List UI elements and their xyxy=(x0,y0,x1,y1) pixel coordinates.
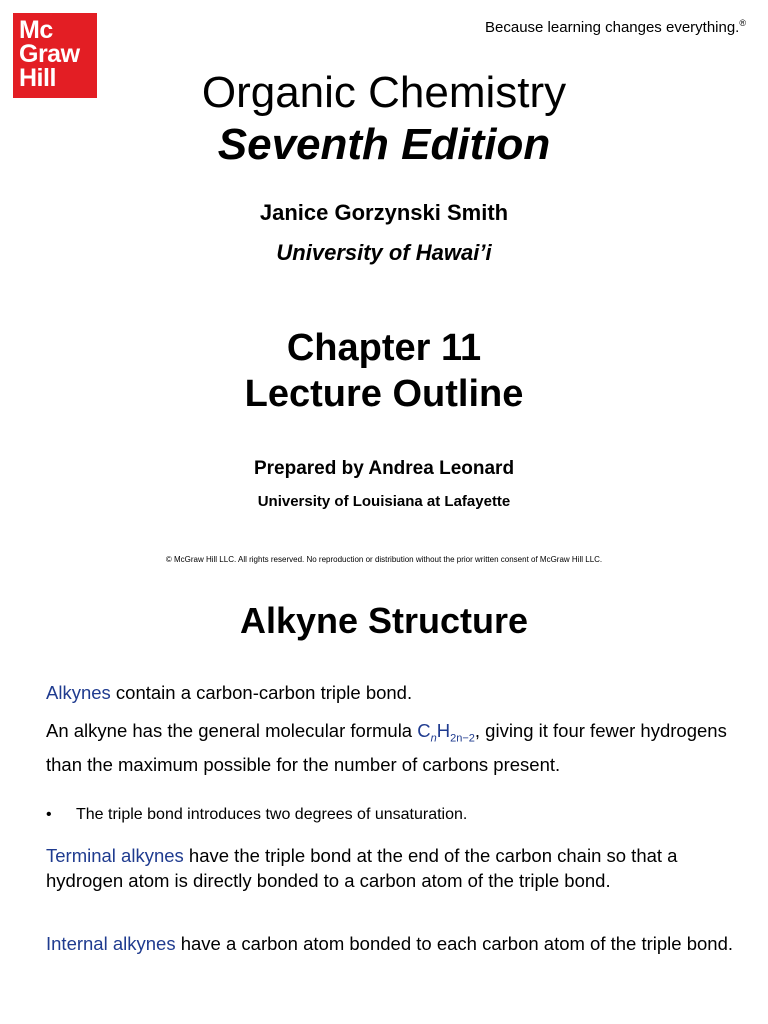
term-internal-alkynes: Internal alkynes xyxy=(46,933,176,954)
formula-subscript: 2n−2 xyxy=(450,732,475,745)
book-title: Organic Chemistry xyxy=(201,68,567,117)
bullet-symbol: • xyxy=(46,806,52,823)
prepared-by: Prepared by Andrea Leonard xyxy=(253,458,515,479)
formula-c: C xyxy=(417,720,431,741)
tagline-text: Because learning changes everything. xyxy=(485,19,740,36)
paragraph-terminal xyxy=(46,843,736,893)
paragraph-formula-text: , giving it four fewer hydrogens than the maximum possible for the number of carbons present. xyxy=(46,720,727,775)
chapter-heading xyxy=(0,325,768,417)
paragraph-alkynes xyxy=(46,680,736,705)
author-affiliation: University of Hawai’i xyxy=(276,240,492,265)
paragraph-internal-text: have a carbon atom bonded to each carbon atom of the triple bond. xyxy=(175,933,734,954)
paragraph-alkynes-text: contain a carbon-carbon triple bond. xyxy=(110,682,413,703)
formula-n: n xyxy=(430,732,437,745)
term-alkynes: Alkynes xyxy=(46,682,111,703)
paragraph-formula xyxy=(46,718,736,777)
paragraph-formula-intro: An alkyne has the general molecular formula xyxy=(46,720,418,741)
bullet-item xyxy=(46,806,467,824)
paragraph-internal xyxy=(46,931,736,956)
tagline xyxy=(485,18,746,36)
term-terminal-alkynes: Terminal alkynes xyxy=(46,845,184,866)
chapter-number: Chapter 11 xyxy=(286,327,482,369)
paragraph-terminal-text: have the triple bond at the end of the carbon chain so that a hydrogen atom is directly bonded to a carbon atom of the triple bond. xyxy=(46,845,678,891)
logo-line-2: Graw xyxy=(19,40,80,68)
author-name: Janice Gorzynski Smith xyxy=(259,200,509,225)
registered-mark: ® xyxy=(739,18,746,28)
section-title: Alkyne Structure xyxy=(239,600,529,641)
logo-line-3: Hill xyxy=(19,64,56,92)
book-edition: Seventh Edition xyxy=(217,120,551,169)
formula-h: H xyxy=(436,720,451,741)
chapter-subtitle: Lecture Outline xyxy=(244,373,524,415)
bullet-text: The triple bond introduces two degrees of unsaturation. xyxy=(76,806,468,823)
logo-line-1: Mc xyxy=(19,16,53,44)
preparer-affiliation: University of Louisiana at Lafayette xyxy=(257,493,511,510)
copyright-notice: © McGraw Hill LLC. All rights reserved. No reproduction or distribution without the prior written consent of McGraw Hill LLC. xyxy=(165,555,603,564)
